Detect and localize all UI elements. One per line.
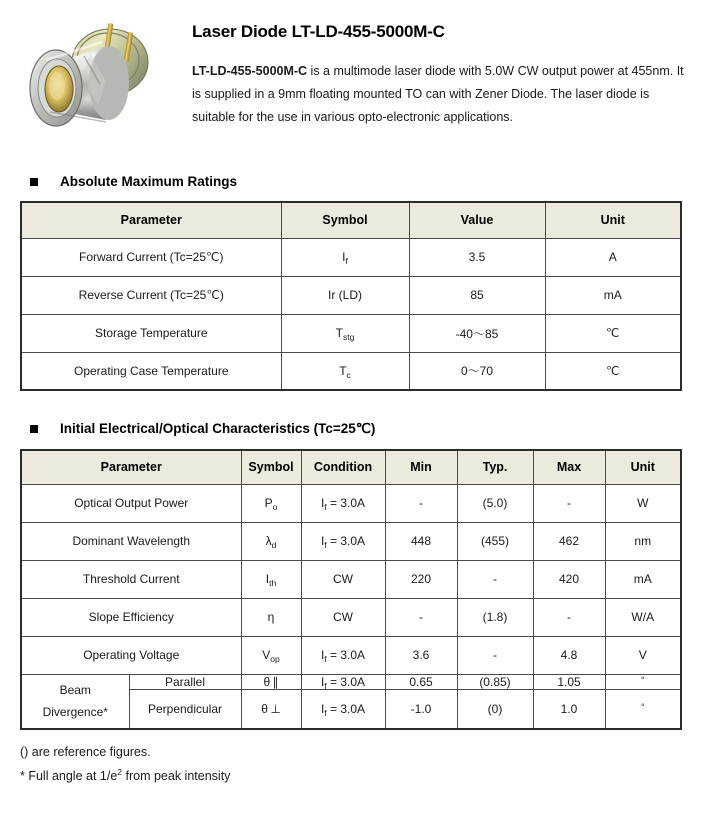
cell-max: 1.0 xyxy=(533,689,605,729)
footnote-full-angle-suffix: from peak intensity xyxy=(122,769,231,783)
column-header-value: Value xyxy=(409,202,545,238)
column-header-symbol: Symbol xyxy=(281,202,409,238)
column-header-symbol: Symbol xyxy=(241,450,301,484)
condition-base: I xyxy=(320,496,325,510)
column-header-typ: Typ. xyxy=(457,450,533,484)
column-header-condition: Condition xyxy=(301,450,385,484)
cell-symbol xyxy=(241,484,301,522)
product-header-text xyxy=(186,10,692,160)
cell-parameter: Storage Temperature xyxy=(21,314,281,352)
column-header-parameter: Parameter xyxy=(21,202,281,238)
condition-base: CW xyxy=(333,572,353,586)
page-title: Laser Diode LT-LD-455-5000M-C xyxy=(192,22,445,41)
bullet-square-icon xyxy=(30,425,38,433)
symbol-subscript: op xyxy=(270,654,280,664)
cell-min: 220 xyxy=(385,560,457,598)
condition-rest: = 3.0A xyxy=(326,534,366,548)
footnote-reference-figures: () are reference figures. xyxy=(20,745,151,759)
condition-rest: = 3.0A xyxy=(326,701,366,716)
cell-min: 0.65 xyxy=(385,674,457,689)
degree-unit-label: ° xyxy=(640,701,645,712)
condition-base: I xyxy=(320,648,325,662)
footnote-exponent: 2 xyxy=(117,767,123,777)
section-heading-initial-characteristics xyxy=(30,421,706,437)
cell-min: -1.0 xyxy=(385,689,457,729)
cell-value: 85 xyxy=(409,276,545,314)
cell-parameter: Slope Efficiency xyxy=(21,598,241,636)
condition-rest: = 3.0A xyxy=(326,648,366,662)
cell-max: - xyxy=(533,598,605,636)
cell-min: - xyxy=(385,598,457,636)
degree-unit-label: ° xyxy=(640,674,645,685)
group-label-line1: Beam xyxy=(59,683,91,698)
condition-base: I xyxy=(320,701,325,716)
cell-condition xyxy=(301,689,385,729)
column-header-max: Max xyxy=(533,450,605,484)
column-header-min: Min xyxy=(385,450,457,484)
symbol-subscript: stg xyxy=(343,332,355,342)
cell-condition xyxy=(301,560,385,598)
table-header-row xyxy=(21,450,681,484)
cell-beam-divergence-group-label xyxy=(21,674,129,729)
cell-sub-label: Perpendicular xyxy=(129,689,241,729)
cell-unit: A xyxy=(545,238,681,276)
cell-parameter: Operating Case Temperature xyxy=(21,352,281,390)
column-header-unit: Unit xyxy=(605,450,681,484)
table-row xyxy=(21,598,681,636)
table-row xyxy=(21,314,681,352)
cell-condition xyxy=(301,484,385,522)
cell-symbol xyxy=(281,238,409,276)
condition-subscript: f xyxy=(324,707,327,718)
cell-max: 462 xyxy=(533,522,605,560)
cell-max: - xyxy=(533,484,605,522)
cell-condition xyxy=(301,636,385,674)
cell-typ: - xyxy=(457,560,533,598)
cell-unit: mA xyxy=(605,560,681,598)
condition-base: I xyxy=(320,674,325,689)
product-photo-container xyxy=(14,10,186,160)
cell-symbol xyxy=(241,674,301,689)
cell-min: 3.6 xyxy=(385,636,457,674)
symbol-subscript: o xyxy=(272,502,278,512)
absolute-maximum-ratings-table xyxy=(20,201,682,391)
product-description xyxy=(192,60,692,129)
condition-rest: = 3.0A xyxy=(326,496,366,510)
condition-base: I xyxy=(320,534,325,548)
cell-typ: (1.8) xyxy=(457,598,533,636)
cell-parameter: Forward Current (Tc=25℃) xyxy=(21,238,281,276)
cell-value: 0～70 xyxy=(409,352,545,390)
table-row xyxy=(21,636,681,674)
cell-typ: (455) xyxy=(457,522,533,560)
symbol-subscript: f xyxy=(345,256,348,266)
cell-unit: W/A xyxy=(605,598,681,636)
condition-subscript: f xyxy=(324,502,327,512)
table-row xyxy=(21,522,681,560)
cell-unit: V xyxy=(605,636,681,674)
table-row xyxy=(21,276,681,314)
table-row xyxy=(21,238,681,276)
cell-unit xyxy=(605,689,681,729)
column-header-unit: Unit xyxy=(545,202,681,238)
cell-unit: ℃ xyxy=(545,314,681,352)
symbol-suffix: ⊥ xyxy=(270,701,281,716)
laser-diode-to-can-photo xyxy=(14,16,166,144)
cell-typ: (0) xyxy=(457,689,533,729)
initial-characteristics-table xyxy=(20,449,682,730)
section-heading-label: Absolute Maximum Ratings xyxy=(60,174,238,189)
symbol-base: θ xyxy=(261,701,268,716)
cell-value: 3.5 xyxy=(409,238,545,276)
condition-base: CW xyxy=(333,610,353,624)
symbol-base: I xyxy=(265,572,270,586)
symbol-base: T xyxy=(339,363,347,378)
cell-unit: W xyxy=(605,484,681,522)
product-header xyxy=(0,0,706,160)
cell-min: - xyxy=(385,484,457,522)
cell-sub-label: Parallel xyxy=(129,674,241,689)
section-heading-label: Initial Electrical/Optical Characteristics (Tc=25℃) xyxy=(60,421,376,436)
symbol-subscript: th xyxy=(269,578,277,588)
symbol-subscript: c xyxy=(346,369,351,380)
condition-rest: = 3.0A xyxy=(326,674,366,689)
symbol-base: V xyxy=(262,648,271,662)
symbol-subscript: d xyxy=(271,540,277,550)
condition-subscript: f xyxy=(324,654,327,664)
product-part-number: LT-LD-455-5000M-C xyxy=(192,64,308,78)
cell-symbol xyxy=(241,522,301,560)
cell-symbol xyxy=(241,636,301,674)
condition-subscript: f xyxy=(324,540,327,550)
cell-symbol xyxy=(281,276,409,314)
cell-condition xyxy=(301,522,385,560)
cell-parameter: Operating Voltage xyxy=(21,636,241,674)
symbol-base: λ xyxy=(265,534,272,548)
cell-symbol xyxy=(281,352,409,390)
table-row xyxy=(21,352,681,390)
cell-unit: nm xyxy=(605,522,681,560)
symbol-base: I xyxy=(342,250,346,264)
cell-unit: mA xyxy=(545,276,681,314)
group-label-line2: Divergence* xyxy=(42,705,108,720)
footnote-full-angle xyxy=(20,764,706,789)
footnote-full-angle-prefix: * Full angle at 1/e xyxy=(20,769,118,783)
symbol-base: P xyxy=(264,496,273,510)
bullet-square-icon xyxy=(30,178,38,186)
symbol-base: Ir (LD) xyxy=(328,288,362,302)
column-header-parameter: Parameter xyxy=(21,450,241,484)
cell-max: 4.8 xyxy=(533,636,605,674)
cell-typ: (0.85) xyxy=(457,674,533,689)
product-description-text: is a multimode laser diode with 5.0W CW output power at 455nm. It is supplied in a 9mm floating mounted TO can with Zener Diode. The laser diode is suitable for the use in various opto-electronic applications. xyxy=(192,64,684,124)
cell-symbol xyxy=(241,689,301,729)
symbol-base: η xyxy=(267,610,275,624)
cell-max: 1.05 xyxy=(533,674,605,689)
cell-condition xyxy=(301,598,385,636)
cell-typ: - xyxy=(457,636,533,674)
cell-symbol xyxy=(241,560,301,598)
cell-value: -40～85 xyxy=(409,314,545,352)
table-row xyxy=(21,560,681,598)
cell-symbol xyxy=(241,598,301,636)
footnotes xyxy=(20,740,706,789)
condition-subscript: f xyxy=(324,680,327,691)
section-heading-absolute-max xyxy=(30,174,706,189)
cell-typ: (5.0) xyxy=(457,484,533,522)
cell-parameter: Reverse Current (Tc=25℃) xyxy=(21,276,281,314)
cell-unit: ℃ xyxy=(545,352,681,390)
cell-parameter: Dominant Wavelength xyxy=(21,522,241,560)
cell-symbol xyxy=(281,314,409,352)
symbol-base: θ xyxy=(263,674,271,689)
symbol-suffix: ∥ xyxy=(272,674,279,689)
cell-min: 448 xyxy=(385,522,457,560)
cell-parameter: Threshold Current xyxy=(21,560,241,598)
cell-max: 420 xyxy=(533,560,605,598)
table-row xyxy=(21,484,681,522)
cell-parameter: Optical Output Power xyxy=(21,484,241,522)
table-row-beam-divergence-parallel xyxy=(21,674,681,689)
cell-condition xyxy=(301,674,385,689)
symbol-base: T xyxy=(335,326,343,340)
table-header-row xyxy=(21,202,681,238)
cell-unit xyxy=(605,674,681,689)
